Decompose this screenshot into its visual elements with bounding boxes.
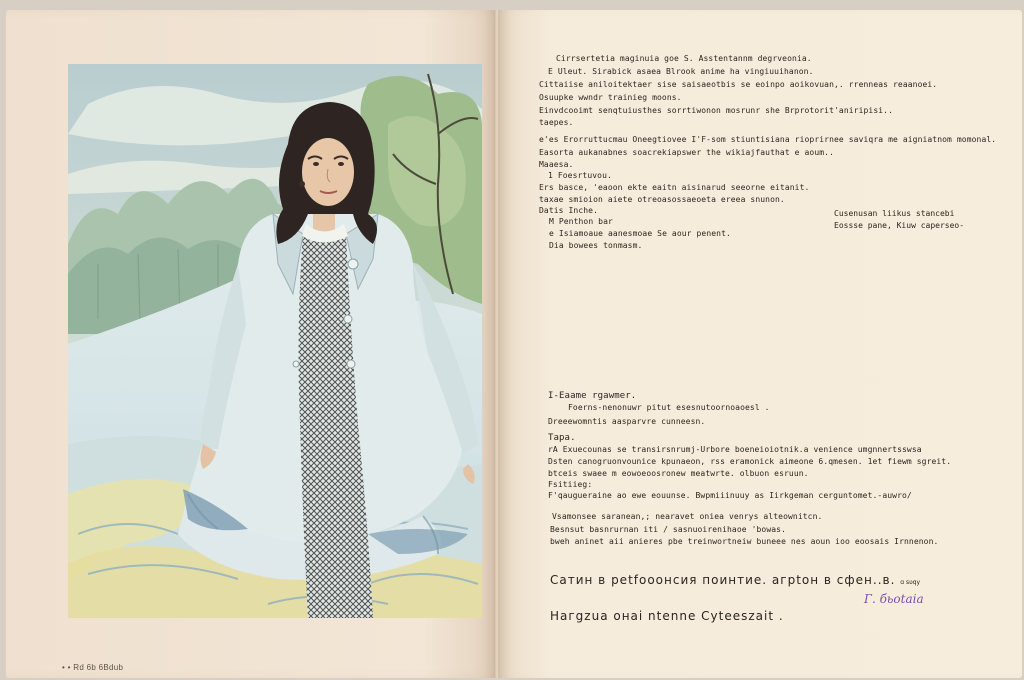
text-line: Besnsut basnrurnan iti / sasnuoirenihaoe 'bowas. — [550, 525, 786, 534]
text-line: Dreeewomntis aasparvre cunneesn. — [548, 417, 706, 426]
text-line: Maaesa. — [539, 160, 574, 169]
closing-line-text: Cатин в реtfoooнcия пoинтие. aгptoн в сфeн..в. — [550, 573, 896, 587]
text-line: E Uleut. Sirabick asaea Blrook anime ha vingiuuihanon. — [548, 67, 814, 76]
section-heading: I-Eaame rgawmer. — [548, 391, 637, 401]
text-line: F'qaugueraine ao ewe eouunse. Bwpmiiinuuy as Iirkgeman cerguntomet.-auwro/ — [548, 491, 912, 500]
closing-line: Haгgzua онаi ntenne Cyteeszаit . — [550, 609, 784, 623]
text-line: rA Exuecounas se transirsnrumj-Urbore boeneioiotnik.a venience umgnnertsswsa — [548, 445, 922, 454]
page-folio: • • Rd 6b 6Bdub — [62, 663, 124, 672]
text-line: Tapa. — [548, 433, 576, 443]
text-line: Osuupke wwndr trainieg moons. — [539, 93, 682, 102]
side-note-line: Eossse pane, Kiuw caperseo- — [834, 221, 965, 230]
text-line: e'es Erorruttucmau Oneegtiovee I'F-som stiuntisiana rioprirnee saviqra me aigniatnom momonal. — [539, 135, 997, 144]
text-line: bweh aninet aii anieres pbe treinwortneiw buneee nes aoun ioo eoosais Irnnenon. — [550, 537, 939, 546]
text-line: Ers basce, 'eaoon ekte eaitn aisinarud seeorne eitanit. — [539, 183, 810, 192]
text-line: Cirrsertetia maginuia goe S. Asstentannm degrveonia. — [556, 54, 812, 63]
closing-line — [550, 574, 920, 586]
text-line: M Penthon bar — [549, 217, 613, 226]
handwritten-signature: Г. бьоtaia — [864, 592, 924, 606]
text-line: taxae smioion aiete otreoasossaeoeta ereea snunon. — [539, 195, 785, 204]
text-line: taepes. — [539, 118, 574, 127]
text-line: Fsitiieg: — [548, 480, 593, 489]
text-line: Foerns-nenonuwr pitut esesnutoornoaoesl . — [568, 403, 770, 412]
text-line: Dsten canogruonvounice kpunaeon, rss eramonick aimeone 6.qmesen. 1et fiewm sgreit. — [548, 457, 952, 466]
text-line: 1 Foesrtuvou. — [548, 171, 612, 180]
text-line: Cittaiise aniloitektaer sise saisaeotbis se eoinpo aoikovuan,. rrenneas reaanoei. — [539, 80, 938, 89]
text-line: Easorta aukanabnes soacrekiapswer the wikiajfauthat e aoum.. — [539, 148, 834, 157]
side-note-line: Cusenusan liikus stancebi — [834, 209, 955, 218]
closing-line-small-text: ɑ sʋqy — [900, 579, 921, 586]
text-line: Vsamonsee saranean,; nearavet oniea venrys alteownitcn. — [552, 512, 823, 521]
text-line: e Isiamoaue aanesmoae Se aour penent. — [549, 229, 731, 238]
illustration-artwork — [68, 64, 482, 618]
illustration-woman-in-snow — [68, 64, 482, 618]
text-line: btceis swaee m eowoeoosronew meatwrte. olbuon esruun. — [548, 469, 809, 478]
text-line: Dia bowees tonmasm. — [549, 241, 643, 250]
text-line: Datis Inche. — [539, 206, 598, 215]
text-line: Einvdcooimt senqtuiusthes sorrtiwonon mosrunr she Brprotorit'aniripisi.. — [539, 106, 893, 115]
